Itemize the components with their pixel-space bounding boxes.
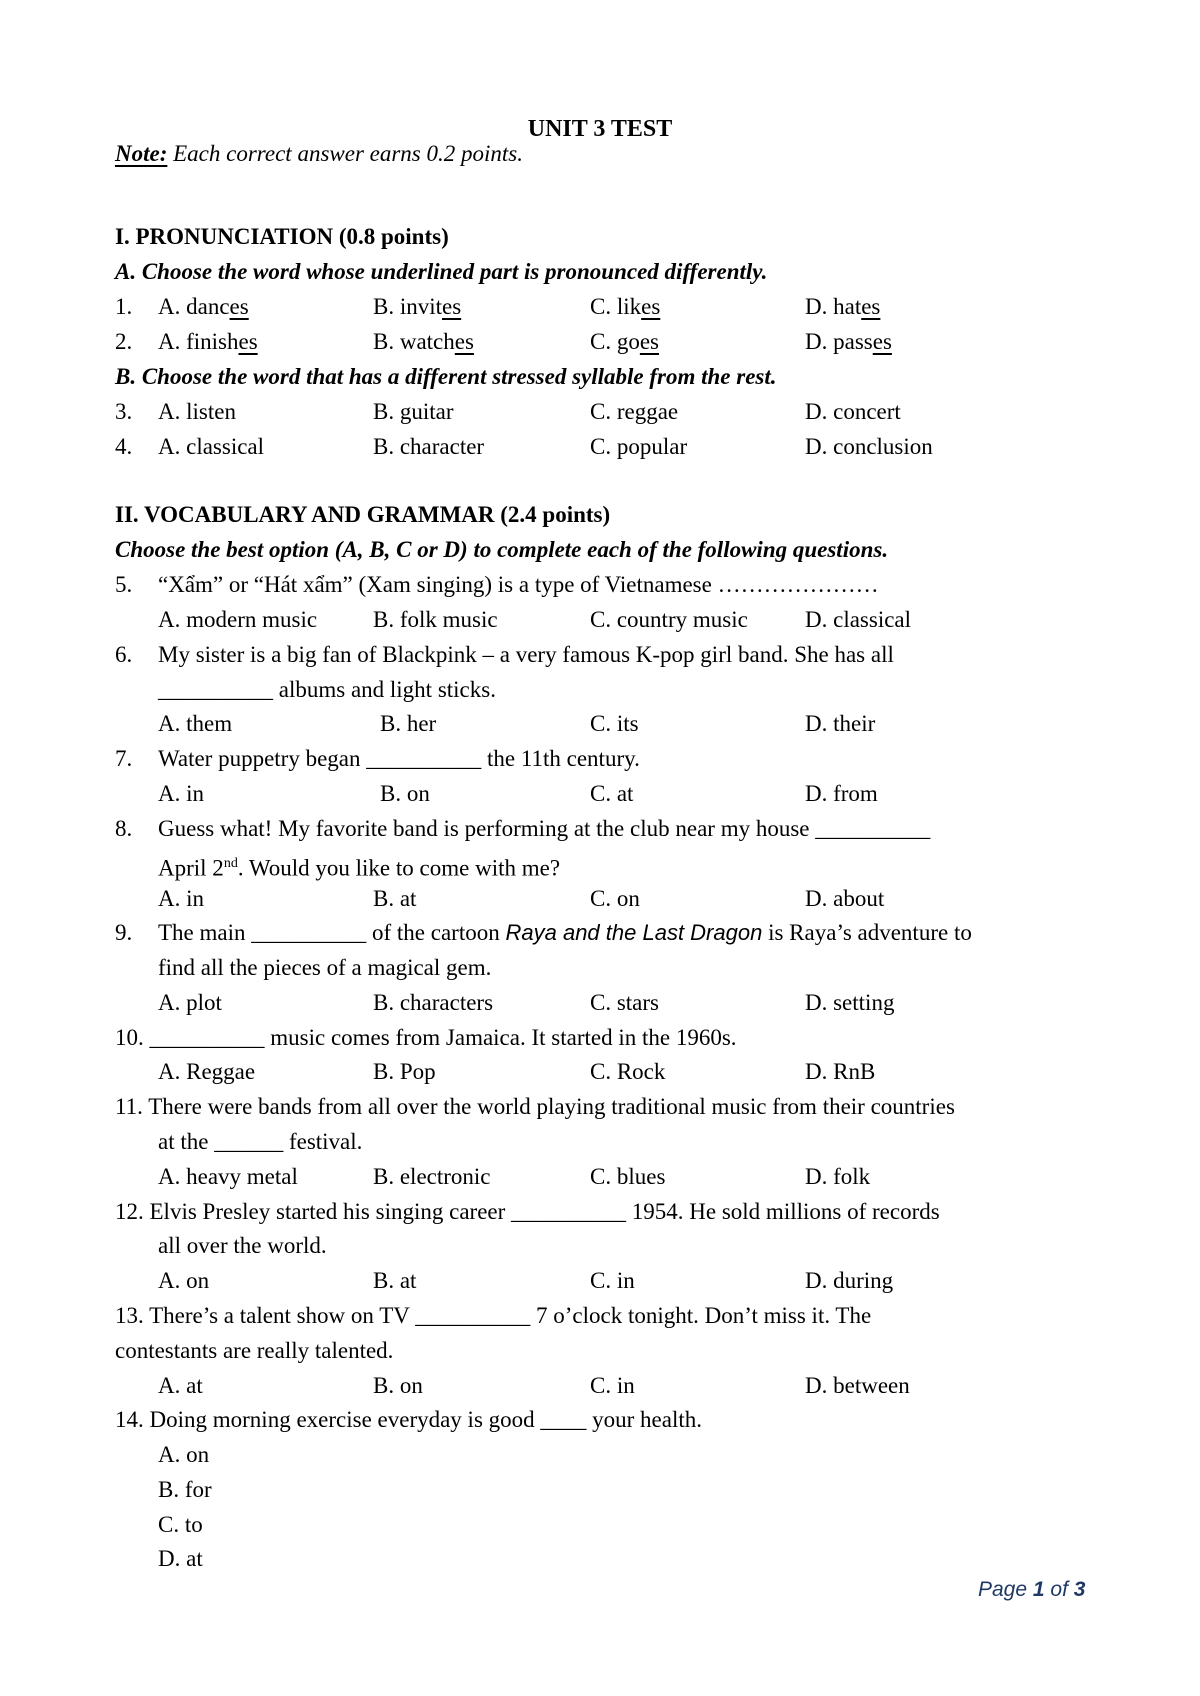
question-11-options [0, 1159, 1200, 1194]
option-d: D. from [805, 781, 878, 806]
question-3: 3. A. listen B. guitar C. reggae D. concert [0, 394, 1200, 429]
option-b: B. characters [373, 990, 494, 1015]
option-b: B. invites [373, 294, 462, 319]
option-c: C. in [590, 1373, 635, 1398]
question-12-stem-cont: all over the world. [158, 1233, 327, 1258]
option-b: B. her [380, 711, 437, 736]
option-d: D. about [805, 886, 885, 911]
option-a: A. listen [158, 399, 236, 424]
option-c: C. in [590, 1268, 635, 1293]
note-text: Each correct answer earns 0.2 points. [167, 141, 523, 166]
option-d: D. hates [805, 294, 881, 319]
option-d: D. during [805, 1268, 894, 1293]
option-b: B. electronic [373, 1164, 491, 1189]
instruction-section-2: Choose the best option (A, B, C or D) to complete each of the following questions. [115, 537, 889, 562]
question-1: 1. A. dances B. invites C. likes D. hates [0, 289, 1200, 324]
option-c: C. on [590, 886, 640, 911]
question-11-stem-cont: at the ______ festival. [158, 1129, 363, 1154]
option-a: A. modern music [158, 607, 318, 632]
option-a: A. them [158, 711, 233, 736]
question-7-stem: 7. Water puppetry began __________ the 11th century. [115, 746, 640, 771]
note-line [0, 136, 1200, 171]
option-a: A. finishes [158, 329, 258, 354]
option-c: C. Rock [590, 1059, 666, 1084]
option-d: D. their [805, 711, 876, 736]
option-b: B. watches [373, 329, 474, 354]
option-c: C. its [590, 711, 639, 736]
question-14-option-b: B. for [158, 1477, 212, 1502]
option-a: A. on [158, 1268, 210, 1293]
option-d: D. classical [805, 607, 912, 632]
option-a: A. Reggae [158, 1059, 256, 1084]
question-11-stem: 11. There were bands from all over the world playing traditional music from their countries [115, 1094, 955, 1119]
question-14-option-a: A. on [158, 1442, 210, 1467]
option-c: C. country music [590, 607, 748, 632]
question-4: 4. A. classical B. character C. popular D. conclusion [0, 429, 1200, 464]
option-c: C. at [590, 781, 634, 806]
option-a: A. at [158, 1373, 203, 1398]
option-b: B. on [380, 781, 430, 806]
option-a: A. plot [158, 990, 222, 1015]
option-a: A. in [158, 781, 204, 806]
option-d: D. between [805, 1373, 910, 1398]
option-b: B. Pop [373, 1059, 436, 1084]
option-c: C. likes [590, 294, 661, 319]
instruction-part-a: A. Choose the word whose underlined part is pronounced differently. [115, 259, 768, 284]
question-6-options [0, 706, 1200, 741]
section-heading-vocabulary: II. VOCABULARY AND GRAMMAR (2.4 points) [115, 502, 611, 527]
question-10-options [0, 1054, 1200, 1089]
option-b: B. at [373, 1268, 417, 1293]
option-b: B. character [373, 434, 485, 459]
question-13-stem: 13. There’s a talent show on TV __________ 7 o’clock tonight. Don’t miss it. The [115, 1303, 872, 1328]
option-a: A. dances [158, 294, 249, 319]
option-d: D. conclusion [805, 434, 933, 459]
option-c: C. reggae [590, 399, 679, 424]
option-b: B. guitar [373, 399, 454, 424]
question-14-option-c: C. to [158, 1512, 203, 1537]
question-7-options [0, 776, 1200, 811]
section-heading-pronunciation: I. PRONUNCIATION (0.8 points) [115, 224, 449, 249]
question-12-options [0, 1263, 1200, 1298]
option-b: B. folk music [373, 607, 498, 632]
option-d: D. folk [805, 1164, 871, 1189]
instruction-part-b: B. Choose the word that has a different stressed syllable from the rest. [115, 364, 777, 389]
question-9-stem-cont: find all the pieces of a magical gem. [158, 955, 492, 980]
question-6-stem-cont: __________ albums and light sticks. [158, 677, 496, 702]
question-2: 2. A. finishes B. watches C. goes D. passes [0, 324, 1200, 359]
note-label: Note: [115, 141, 168, 166]
question-13-options [0, 1368, 1200, 1403]
option-c: C. stars [590, 990, 659, 1015]
page-number-footer: Page 1 of 3 [978, 1578, 1086, 1601]
question-9-options [0, 985, 1200, 1020]
option-d: D. setting [805, 990, 895, 1015]
option-c: C. blues [590, 1164, 666, 1189]
question-9-stem: 9. The main __________ of the cartoon Raya and the Last Dragon is Raya’s adventure to [115, 920, 972, 945]
option-b: B. at [373, 886, 417, 911]
question-5-stem: 5. “Xẩm” or “Hát xẩm” (Xam singing) is a type of Vietnamese ………………… [115, 572, 879, 597]
question-10-stem: 10. __________ music comes from Jamaica. It started in the 1960s. [115, 1025, 737, 1050]
question-14-option-d: D. at [158, 1546, 203, 1571]
question-6-stem: 6. My sister is a big fan of Blackpink – a very famous K-pop girl band. She has all [115, 642, 894, 667]
question-8-stem: 8. Guess what! My favorite band is performing at the club near my house __________ [115, 816, 931, 841]
question-14-stem: 14. Doing morning exercise everyday is good ____ your health. [115, 1407, 703, 1432]
page-title: UNIT 3 TEST [527, 116, 673, 142]
option-a: A. classical [158, 434, 265, 459]
option-a: A. heavy metal [158, 1164, 298, 1189]
question-13-stem-cont: contestants are really talented. [115, 1338, 394, 1363]
option-b: B. on [373, 1373, 423, 1398]
option-a: A. in [158, 886, 204, 911]
option-d: D. concert [805, 399, 901, 424]
option-c: C. goes [590, 329, 660, 354]
question-8-options [0, 881, 1200, 916]
option-d: D. RnB [805, 1059, 876, 1084]
question-12-stem: 12. Elvis Presley started his singing career __________ 1954. He sold millions of records [115, 1199, 940, 1224]
question-5-options [0, 602, 1200, 637]
option-c: C. popular [590, 434, 688, 459]
option-d: D. passes [805, 329, 892, 354]
question-8-stem-cont: April 2nd. Would you like to come with me? [158, 855, 561, 881]
